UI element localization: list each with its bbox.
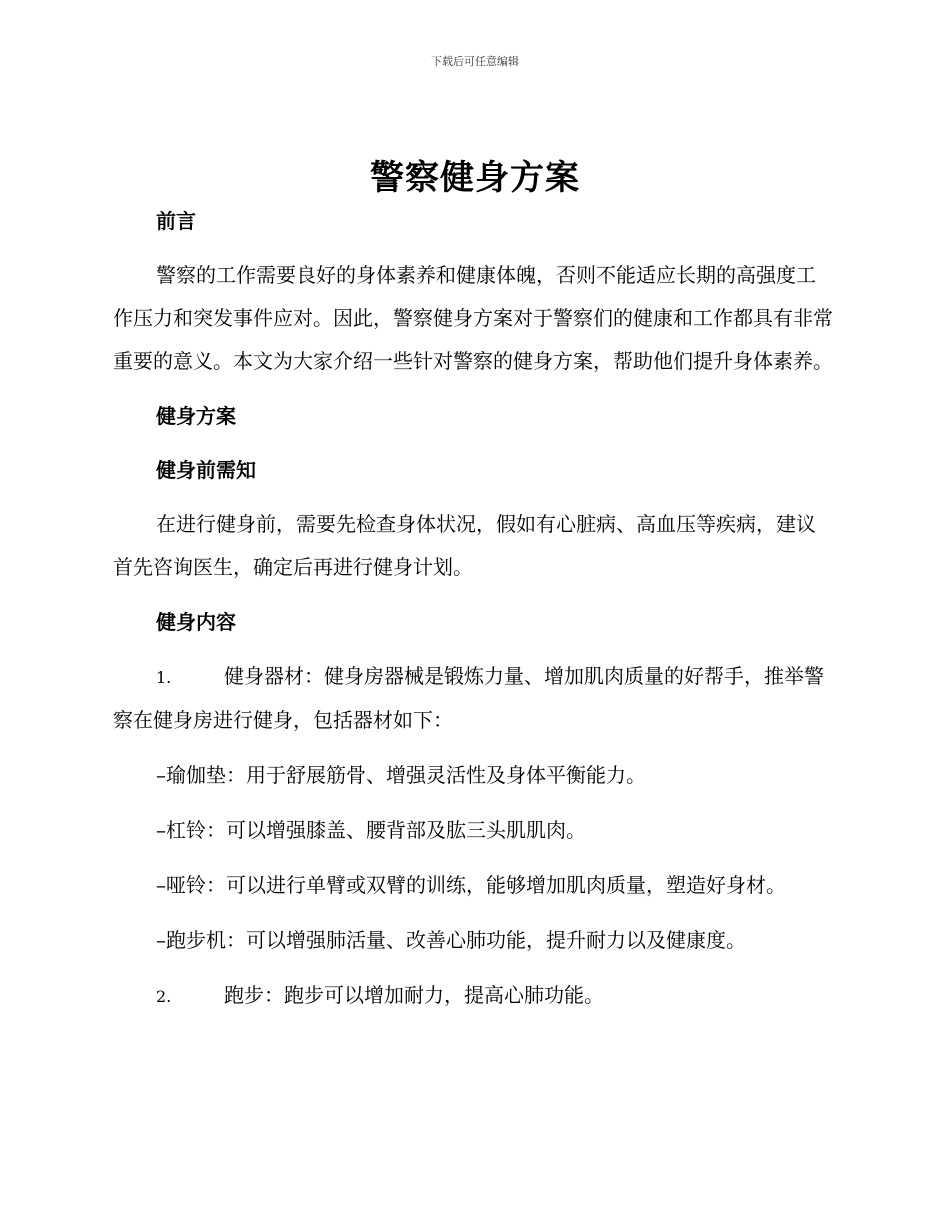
equipment-item-treadmill: –跑步机：可以增强肺活量、改善心肺功能，提升耐力以及健康度。 xyxy=(156,928,746,952)
preface-paragraph: 警察的工作需要良好的身体素养和健康体魄，否则不能适应长期的高强度工作压力和突发事件应对。因此，警察健身方案对于警察们的健康和工作都具有非常重要的意义。本文为大家介绍一些针对警察的健身方案，帮助他们提升身体素养。 xyxy=(113,263,833,373)
section-heading-plan: 健身方案 xyxy=(156,404,236,428)
section-heading-content: 健身内容 xyxy=(156,610,236,634)
list-item-running xyxy=(113,974,833,1018)
equipment-item-dumbbell: –哑铃：可以进行单臂或双臂的训练，能够增加肌肉质量，塑造好身材。 xyxy=(156,873,786,897)
list-item-text: 健身器材：健身房器械是锻炼力量、增加肌肉质量的好帮手，推举警察在健身房进行健身，包括器材如下： xyxy=(113,664,824,732)
list-number: 2. xyxy=(156,987,172,1006)
document-title: 警察健身方案 xyxy=(370,158,580,198)
prereq-paragraph: 在进行健身前，需要先检查身体状况，假如有心脏病、高血压等疾病，建议首先咨询医生，确定后再进行健身计划。 xyxy=(113,512,816,579)
list-item-equipment xyxy=(113,655,833,742)
list-number: 1. xyxy=(156,668,172,687)
header-note: 下载后可任意编辑 xyxy=(431,55,519,68)
section-heading-prereq: 健身前需知 xyxy=(156,458,256,482)
document-body xyxy=(113,200,833,1018)
list-item-text: 跑步：跑步可以增加耐力，提高心肺功能。 xyxy=(224,983,604,1007)
section-heading-preface: 前言 xyxy=(156,209,196,233)
equipment-item-yoga-mat: –瑜伽垫：用于舒展筋骨、增强灵活性及身体平衡能力。 xyxy=(156,763,646,787)
equipment-item-barbell: –杠铃：可以增强膝盖、腰背部及肱三头肌肌肉。 xyxy=(156,818,586,842)
